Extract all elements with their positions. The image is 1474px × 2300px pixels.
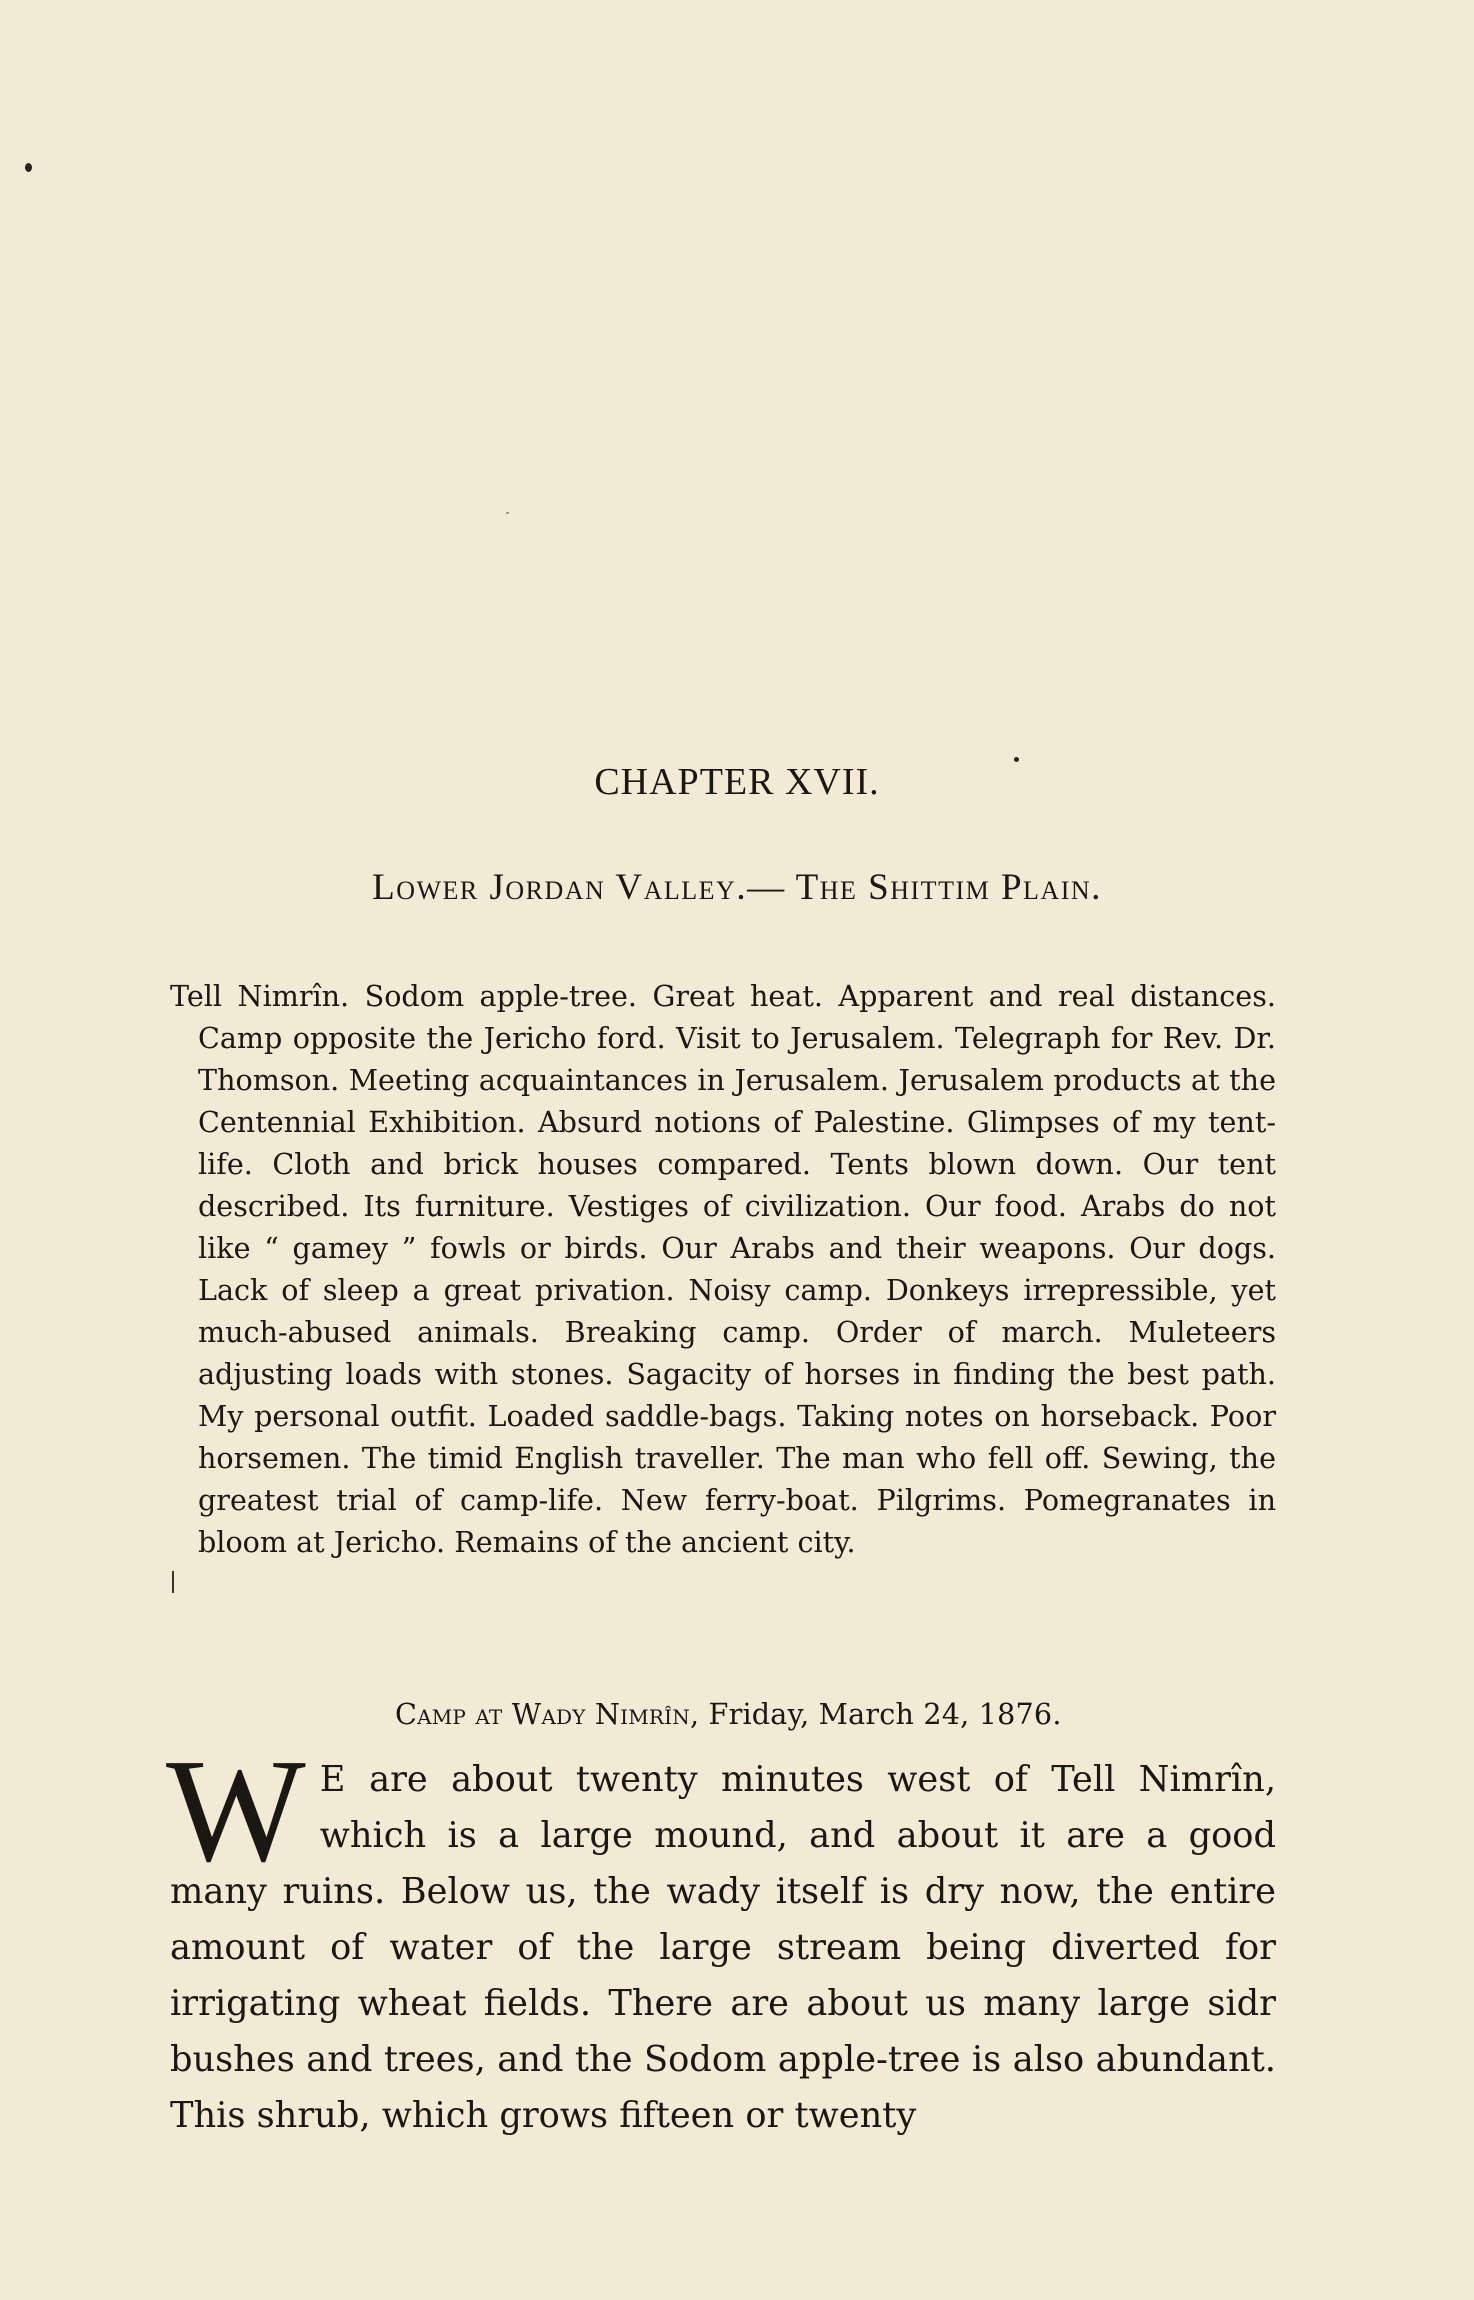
dateline — [395, 1697, 1062, 1731]
margin-mark — [172, 1571, 174, 1593]
body-paragraph: are about twenty minutes west of Tell Nimrîn, which is a large mound, and about it are a good many ruins. Below us, the wady itself is dry now, the entire amount of water of the large stream being diverted for irrigating wheat fields. There are about us many large sidr bushes and trees, and the Sodom apple-tree is also abundant. This shrub, which grows fifteen or twenty — [170, 1759, 1276, 2136]
drop-cap: W — [166, 1729, 306, 1893]
chapter-synopsis: Tell Nimrîn. Sodom apple-tree. Great heat. Apparent and real distances. Camp opposite the Jericho ford. Visit to Jerusalem. Telegraph for Rev. Dr. Thomson. Meeting acquaintances in Jerusalem. Jerusalem products at the Centennial Exhibition. Absurd notions of Palestine. Glimpses of my tent-life. Cloth and brick houses compared. Tents blown down. Our tent described. Its furniture. Vestiges of civilization. Our food. Arabs do not like “ gamey ” fowls or birds. Our Arabs and their weapons. Our dogs. Lack of sleep a great privation. Noisy camp. Donkeys irrepressible, yet much-abused animals. Breaking camp. Order of march. Muleteers adjusting loads with stones. Sagacity of horses in finding the best path. My personal outfit. Loaded saddle-bags. Taking notes on horseback. Poor horsemen. The timid English traveller. The man who fell off. Sewing, the greatest trial of camp-life. New ferry-boat. Pilgrims. Pomegranates in bloom at Jericho. Remains of the ancient city. — [170, 979, 1276, 1559]
chapter-title: CHAPTER XVII. — [594, 761, 880, 803]
chapter-subtitle: Lower Jordan Valley.— The Shittim Plain. — [372, 867, 1102, 908]
ink-speck — [506, 512, 509, 514]
dateline-place: Camp at Wady Nimrîn, — [395, 1697, 700, 1731]
first-word-rest: E — [319, 1759, 346, 1800]
dateline-date: Friday, March 24, 1876. — [708, 1697, 1062, 1731]
ink-speck — [25, 163, 32, 172]
body-text — [166, 1729, 1276, 2144]
